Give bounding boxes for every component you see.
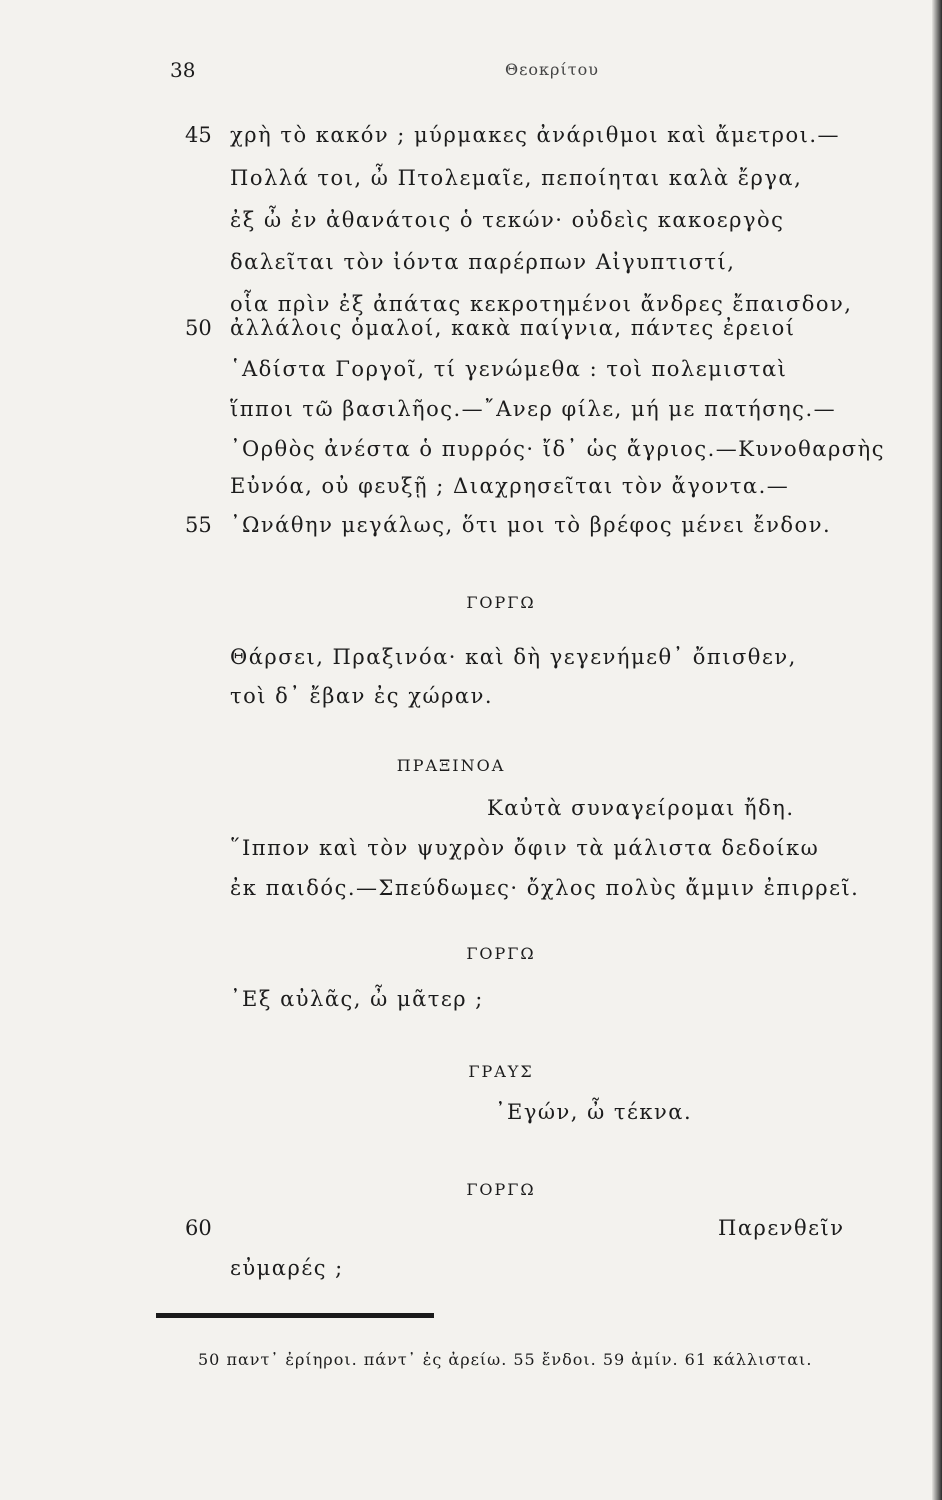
verse-line	[0, 836, 942, 876]
verse-line	[0, 645, 942, 685]
speaker-heading: ΓΟΡΓΩ	[466, 593, 536, 612]
verse-line	[0, 474, 942, 514]
verse-text: Καὐτὰ συναγείρομαι ἤδη.	[487, 796, 795, 820]
page-header	[0, 58, 942, 88]
verse-line	[0, 796, 942, 836]
verse-text: ᾿Ωνάθην μεγάλως, ὅτι μοι τὸ βρέφος μένει ἔνδον.	[230, 513, 832, 537]
verse-text: ᾿Εξ αὐλᾶς, ὦ μᾶτερ ;	[230, 987, 484, 1011]
verse-line	[0, 123, 942, 163]
verse-text: ᾿Εγών, ὦ τέκνα.	[495, 1100, 693, 1124]
verse-line	[0, 316, 942, 356]
verse-text: δαλεῖται τὸν ἰόντα παρέρπων Αἰγυπτιστί,	[230, 250, 736, 274]
verse-text: ῞Ιππον καὶ τὸν ψυχρὸν ὄφιν τὰ μάλιστα δεδοίκω	[230, 836, 820, 860]
verse-line	[0, 208, 942, 248]
verse-text: εὐμαρές ;	[230, 1256, 344, 1280]
verse-line	[0, 250, 942, 290]
verse-line	[0, 876, 942, 916]
verse-text: οἷα πρὶν ἐξ ἀπάτας κεκροτημένοι ἄνδρες ἔπαισδον,	[230, 292, 853, 316]
line-number: 50	[185, 316, 212, 340]
verse-text: ἵπποι τῶ βασιλῆος.—῎Ανερ φίλε, μή με πατήσης.—	[230, 397, 837, 421]
verse-text: ἐκ παιδός.—Σπεύδωμες· ὄχλος πολὺς ἄμμιν ἐπιρρεῖ.	[230, 876, 860, 900]
footnote-rule	[156, 1313, 434, 1318]
verse-line	[0, 684, 942, 724]
verse-line	[0, 987, 942, 1027]
line-number: 60	[185, 1216, 212, 1240]
running-title: Θεοκρίτου	[505, 60, 599, 79]
verse-line	[0, 166, 942, 206]
verse-line	[0, 1216, 942, 1256]
speaker-heading: ΓΟΡΓΩ	[466, 1180, 536, 1199]
verse-text: χρὴ τὸ κακόν ; μύρμακες ἀνάριθμοι καὶ ἄμετροι.—	[230, 123, 841, 147]
speaker-heading: ΓΡΑΥΣ	[468, 1062, 534, 1081]
verse-text: Παρενθεῖν	[718, 1216, 845, 1240]
verse-line	[0, 357, 942, 397]
footnote: 50 παντ᾿ ἐρίηροι. πάντ᾿ ἐς ἀρείω. 55 ἔνδοι. 59 ἀμίν. 61 κάλλισται.	[198, 1350, 813, 1369]
verse-text: Εὐνόα, οὐ φευξῇ ; Διαχρησεῖται τὸν ἄγοντα.—	[230, 474, 790, 498]
page-number: 38	[170, 58, 196, 82]
verse-line	[0, 397, 942, 437]
verse-text: ἐξ ὦ ἐν ἀθανάτοις ὁ τεκών· οὐδεὶς κακοεργὸς	[230, 208, 785, 232]
verse-line	[0, 513, 942, 553]
line-number: 45	[185, 123, 212, 147]
verse-text: τοὶ δ᾿ ἔβαν ἐς χώραν.	[230, 684, 494, 708]
verse-text: Θάρσει, Πραξινόα· καὶ δὴ γεγενήμεθ᾿ ὄπισθεν,	[230, 645, 797, 669]
verse-line	[0, 1100, 942, 1140]
verse-text: ἀλλάλοις ὁμαλοί, κακὰ παίγνια, πάντες ἐρειοί	[230, 316, 796, 340]
verse-line	[0, 1256, 942, 1296]
verse-text: ᾿Ορθὸς ἀνέστα ὁ πυρρός· ἴδ᾿ ὡς ἄγριος.—Κυνοθαρσὴς	[230, 437, 885, 461]
verse-text: Πολλά τοι, ὦ Πτολεμαῖε, πεποίηται καλὰ ἔργα,	[230, 166, 803, 190]
verse-text: ῾Αδίστα Γοργοῖ, τί γενώμεθα : τοὶ πολεμισταὶ	[230, 357, 788, 381]
speaker-heading: ΓΟΡΓΩ	[466, 944, 536, 963]
verse-line	[0, 437, 942, 477]
speaker-heading: ΠΡΑΞΙΝΟΑ	[396, 756, 506, 775]
line-number: 55	[185, 513, 212, 537]
